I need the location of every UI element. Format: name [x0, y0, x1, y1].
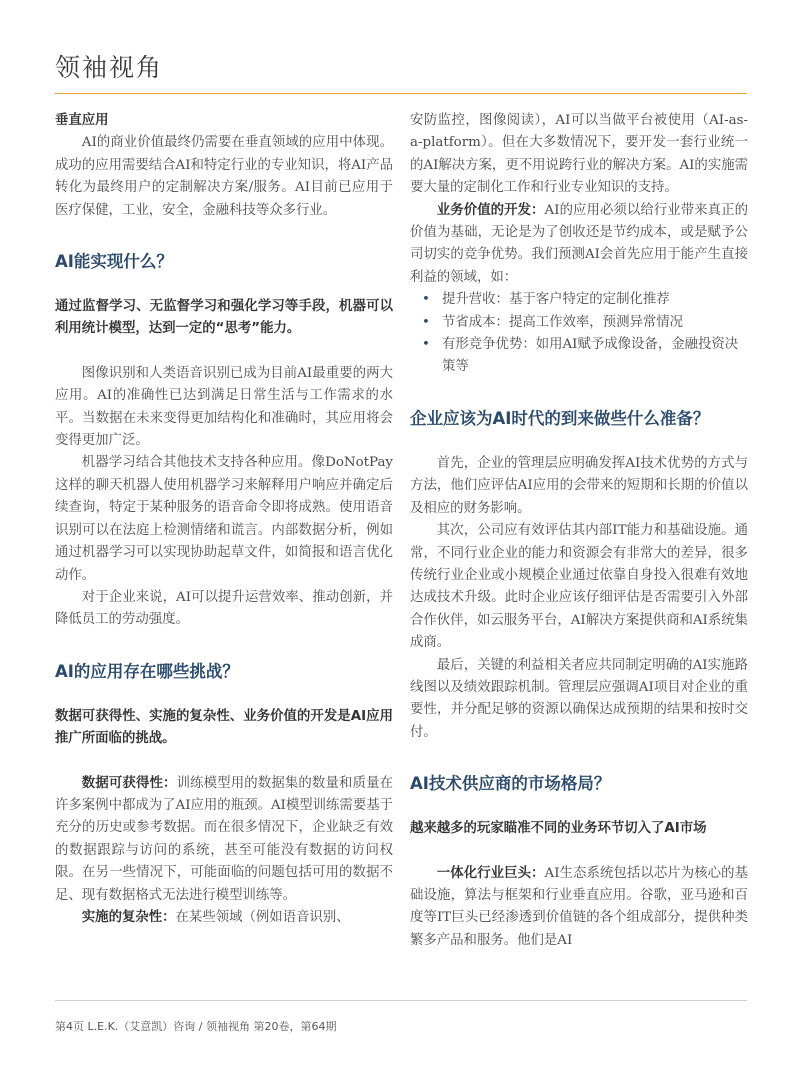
- body-giants: AI生态系统包括以芯片为核心的基础设施，算法与框架和行业垂直应用。谷歌，亚马逊和百度等IT巨头已经渗透到价值链的各个组成部分，提供种类繁多产品和服务。他们是AI: [410, 865, 749, 948]
- bullet-icon: •: [422, 337, 430, 353]
- paragraph-business-value: [410, 200, 748, 290]
- paragraph-vertical: AI的商业价值最终仍需要在垂直领域的应用中体现。成功的应用需要结合AI和特定行业的专业知识，将AI产品转化为最终用户的定制解决方案/服务。AI目前已应用于医疗保健，工业，安全，金融科技等众多行业。: [55, 135, 393, 218]
- heading-challenges: AI的应用存在哪些挑战？: [55, 661, 239, 681]
- benefit-list: [410, 289, 748, 379]
- label-complexity: 实施的复杂性：: [81, 909, 176, 925]
- list-item: [422, 289, 748, 311]
- paragraph-data-availability: [55, 773, 393, 907]
- page-footer: 第4页 L.E.K.（艾意凯）咨询 / 领袖视角 第20卷，第64期: [55, 1020, 337, 1033]
- list-item-text: 有形竞争优势：如用AI赋予成像设备，金融投资决策等: [442, 337, 739, 375]
- right-column: [410, 110, 748, 952]
- bullet-icon: •: [422, 314, 430, 330]
- paragraph-prepare-2: 其次，公司应有效评估其内部IT能力和基础设施。通常，不同行业企业的能力和资源会有非常大的差异，很多传统行业企业或小规模企业通过依靠自身投入很难有效地达成技术升级。此时企业应该仔细评估是否需要引入外部合作伙伴，如云服务平台，AI解决方案提供商和AI系统集成商。: [410, 523, 748, 651]
- paragraph-capability-1: 图像识别和人类语音识别已成为目前AI最重要的两大应用。AI的准确性已达到满足日常生活与工作需求的水平。当数据在未来变得更加结构化和准确时，其应用将会变得更加广泛。: [55, 365, 393, 449]
- body-data-availability: 训练模型用的数据集的数量和质量在许多案例中都成为了AI应用的瓶颈。AI模型训练需要基于充分的历史或参考数据。而在很多情况下，企业缺乏有效的数据跟踪与访问的系统，甚至可能没有数据的访问权限。在另一些情况下，可能面临的问题包括可用的数据不足、现有数据格式无法进行模型训练等。: [55, 775, 394, 903]
- paragraph-prepare-1: 首先，企业的管理层应明确发挥AI技术优势的方式与方法，他们应评估AI应用的会带来的短期和长期的价值以及相应的财务影响。: [410, 455, 748, 516]
- heading-market: AI技术供应商的市场格局？: [410, 774, 611, 794]
- paragraph-capability-2: 机器学习结合其他技术支持各种应用。像DoNotPay这样的聊天机器人使用机器学习来解释用户响应并确定后续查询，特定于某种服务的语音命令即将成熟。使用语音识别可以在法庭上检测情绪和谎言。内部数据分析，例如通过机器学习可以实现协助起草文件，如简报和语言优化动作。: [55, 455, 393, 583]
- list-item: [422, 334, 748, 379]
- label-business-value: 业务价值的开发：: [436, 202, 545, 218]
- list-item-text: 提升营收：基于客户特定的定制化推荐: [442, 292, 670, 308]
- left-column: [55, 110, 393, 929]
- bullet-icon: •: [422, 292, 430, 308]
- header-divider: [55, 93, 747, 94]
- lead-challenges: 数据可获得性、实施的复杂性、业务价值的开发是AI应用推广所面临的挑战。: [55, 708, 393, 747]
- paragraph-giants: [410, 863, 748, 953]
- heading-prepare: 企业应该为AI时代的到来做些什么准备？: [410, 408, 710, 428]
- heading-capability: AI能实现什么？: [55, 252, 173, 272]
- lead-capability: 通过监督学习、无监督学习和强化学习等手段，机器可以利用统计模型，达到一定的“思考”能力。: [55, 299, 393, 337]
- label-data-availability: 数据可获得性：: [81, 775, 177, 791]
- body-business-value: AI的应用必须以给行业带来真正的价值为基础，无论是为了创收还是节约成本，或是赋予公司切实的竞争优势。我们预测AI会首先应用于能产生直接利益的领域，如：: [410, 202, 749, 285]
- page-title: 领袖视角: [55, 53, 164, 82]
- paragraph-complexity-cont: 安防监控，图像阅读），AI可以当做平台被使用（AI-as-a-platform）。但在大多数情况下，要开发一套行业统一的AI解决方案，更不用说跨行业的解决方案。AI的实施需要大量的定制化工作和行业专业知识的支持。: [410, 113, 748, 196]
- list-item: [422, 312, 748, 334]
- section-subtitle-vertical: 垂直应用: [55, 113, 109, 128]
- paragraph-complexity: [55, 907, 393, 929]
- list-item-text: 节省成本：提高工作效率，预测异常情况: [442, 314, 684, 330]
- label-giants: 一体化行业巨头：: [436, 865, 545, 881]
- body-complexity: 在某些领域（例如语音识别、: [175, 909, 350, 925]
- lead-market: 越来越多的玩家瞄准不同的业务环节切入了AI市场: [410, 821, 707, 837]
- footer-divider: [55, 1000, 747, 1001]
- paragraph-prepare-3: 最后，关键的利益相关者应共同制定明确的AI实施路线图以及绩效跟踪机制。管理层应强调AI项目对企业的重要性，并分配足够的资源以确保达成预期的结果和按时交付。: [410, 657, 748, 740]
- paragraph-capability-3: 对于企业来说，AI可以提升运营效率、推动创新，并降低员工的劳动强度。: [55, 589, 393, 628]
